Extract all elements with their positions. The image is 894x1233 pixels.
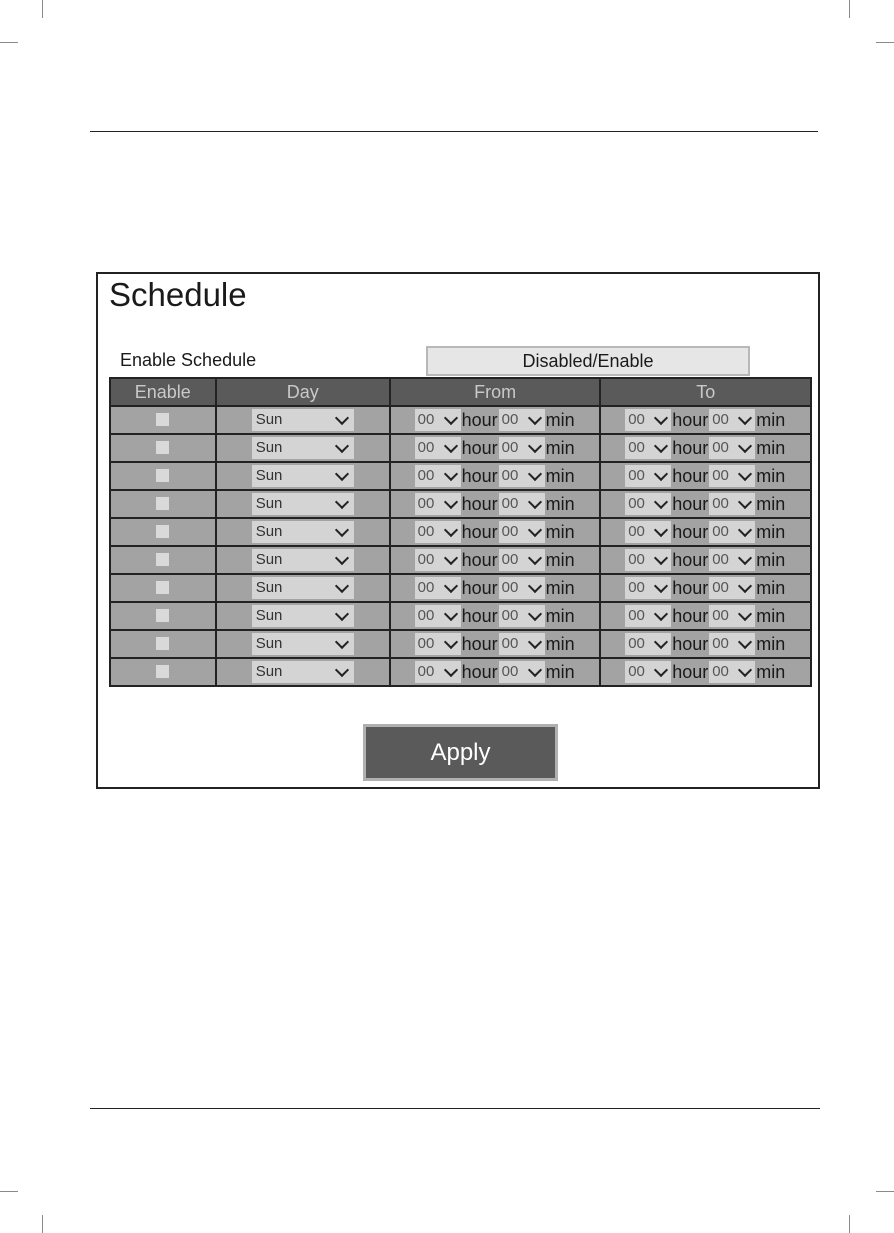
enable-cell: [110, 630, 216, 658]
from-cell: [390, 658, 601, 686]
table-row: [110, 630, 811, 658]
from-cell: [390, 462, 601, 490]
day-select[interactable]: [252, 633, 354, 655]
day-cell: [216, 602, 390, 630]
from-hour-value: 00: [417, 607, 435, 624]
day-cell: [216, 462, 390, 490]
table-row: [110, 406, 811, 434]
from-hour-value: 00: [417, 495, 435, 512]
from-hour-value: 00: [417, 439, 435, 456]
from-hour-value: 00: [417, 467, 435, 484]
column-header-enable: Enable: [110, 378, 216, 406]
enable-checkbox[interactable]: [156, 581, 169, 594]
from-min-value: 00: [501, 635, 519, 652]
chevron-down-icon: [738, 523, 752, 537]
chevron-down-icon: [444, 551, 458, 565]
to-hour-select[interactable]: [625, 465, 671, 487]
chevron-down-icon: [654, 439, 668, 453]
from-cell: [390, 490, 601, 518]
enable-cell: [110, 406, 216, 434]
day-select[interactable]: [252, 549, 354, 571]
day-cell: [216, 574, 390, 602]
crop-mark: [0, 42, 18, 43]
schedule-table: [109, 377, 812, 687]
crop-mark: [849, 0, 850, 18]
from-min-value: 00: [501, 663, 519, 680]
min-unit-label: min: [545, 465, 575, 486]
chevron-down-icon: [444, 467, 458, 481]
from-min-select[interactable]: [499, 521, 545, 543]
from-hour-value: 00: [417, 635, 435, 652]
min-unit-label: min: [756, 549, 786, 570]
footer-rule: [90, 1108, 820, 1109]
min-unit-label: min: [545, 549, 575, 570]
from-min-select[interactable]: [499, 633, 545, 655]
to-hour-select[interactable]: [625, 605, 671, 627]
min-unit-label: min: [545, 633, 575, 654]
to-hour-select[interactable]: [625, 661, 671, 683]
day-select[interactable]: [252, 465, 354, 487]
day-value: Sun: [255, 579, 283, 596]
to-cell: [600, 602, 811, 630]
chevron-down-icon: [335, 663, 349, 677]
enable-checkbox[interactable]: [156, 441, 169, 454]
from-hour-select[interactable]: [415, 521, 461, 543]
chevron-down-icon: [444, 579, 458, 593]
chevron-down-icon: [528, 411, 542, 425]
from-hour-select[interactable]: [415, 577, 461, 599]
chevron-down-icon: [738, 467, 752, 481]
chevron-down-icon: [444, 523, 458, 537]
day-select[interactable]: [252, 493, 354, 515]
to-hour-value: 00: [628, 411, 645, 428]
min-unit-label: min: [756, 633, 786, 654]
hour-unit-label: hour: [672, 409, 709, 430]
from-cell: [390, 630, 601, 658]
crop-mark: [42, 1215, 43, 1233]
to-hour-value: 00: [628, 635, 645, 652]
to-min-value: 00: [712, 663, 729, 680]
min-unit-label: min: [545, 437, 575, 458]
hour-unit-label: hour: [461, 493, 498, 514]
table-row: [110, 574, 811, 602]
enable-checkbox[interactable]: [156, 497, 169, 510]
day-cell: [216, 658, 390, 686]
crop-mark: [42, 0, 43, 18]
day-cell: [216, 406, 390, 434]
hour-unit-label: hour: [672, 605, 709, 626]
to-min-value: 00: [712, 411, 729, 428]
chevron-down-icon: [528, 635, 542, 649]
min-unit-label: min: [545, 661, 575, 682]
crop-mark: [876, 1191, 894, 1192]
to-hour-value: 00: [628, 579, 645, 596]
hour-unit-label: hour: [461, 465, 498, 486]
to-hour-select[interactable]: [625, 437, 671, 459]
day-cell: [216, 546, 390, 574]
table-row: [110, 462, 811, 490]
to-min-value: 00: [712, 607, 729, 624]
from-hour-select[interactable]: [415, 605, 461, 627]
day-value: Sun: [255, 495, 283, 512]
to-min-select[interactable]: [709, 465, 755, 487]
table-header-row: [110, 378, 811, 406]
enable-checkbox[interactable]: [156, 413, 169, 426]
min-unit-label: min: [756, 605, 786, 626]
hour-unit-label: hour: [672, 465, 709, 486]
enable-cell: [110, 602, 216, 630]
hour-unit-label: hour: [672, 437, 709, 458]
to-hour-select[interactable]: [625, 577, 671, 599]
table-row: [110, 490, 811, 518]
table-row: [110, 518, 811, 546]
min-unit-label: min: [545, 493, 575, 514]
from-min-select[interactable]: [499, 465, 545, 487]
chevron-down-icon: [738, 495, 752, 509]
to-hour-value: 00: [628, 495, 645, 512]
chevron-down-icon: [528, 495, 542, 509]
chevron-down-icon: [335, 635, 349, 649]
to-min-value: 00: [712, 523, 729, 540]
chevron-down-icon: [654, 551, 668, 565]
chevron-down-icon: [528, 579, 542, 593]
from-hour-select[interactable]: [415, 549, 461, 571]
from-cell: [390, 602, 601, 630]
to-min-value: 00: [712, 635, 729, 652]
day-value: Sun: [255, 467, 283, 484]
from-min-value: 00: [501, 523, 519, 540]
to-cell: [600, 630, 811, 658]
from-min-select[interactable]: [499, 437, 545, 459]
to-cell: [600, 658, 811, 686]
to-min-select[interactable]: [709, 521, 755, 543]
chevron-down-icon: [738, 439, 752, 453]
chevron-down-icon: [528, 551, 542, 565]
hour-unit-label: hour: [461, 633, 498, 654]
column-header-day: Day: [216, 378, 390, 406]
to-hour-select[interactable]: [625, 493, 671, 515]
chevron-down-icon: [654, 607, 668, 621]
chevron-down-icon: [654, 635, 668, 649]
min-unit-label: min: [756, 661, 786, 682]
chevron-down-icon: [528, 439, 542, 453]
from-cell: [390, 406, 601, 434]
to-hour-select[interactable]: [625, 409, 671, 431]
chevron-down-icon: [654, 495, 668, 509]
chevron-down-icon: [335, 467, 349, 481]
chevron-down-icon: [444, 607, 458, 621]
enable-cell: [110, 546, 216, 574]
min-unit-label: min: [756, 409, 786, 430]
to-min-select[interactable]: [709, 437, 755, 459]
hour-unit-label: hour: [461, 549, 498, 570]
min-unit-label: min: [756, 521, 786, 542]
hour-unit-label: hour: [672, 577, 709, 598]
to-min-value: 00: [712, 579, 729, 596]
from-min-select[interactable]: [499, 549, 545, 571]
from-min-select[interactable]: [499, 605, 545, 627]
enable-cell: [110, 462, 216, 490]
day-select[interactable]: [252, 409, 354, 431]
to-cell: [600, 406, 811, 434]
day-select[interactable]: [252, 437, 354, 459]
min-unit-label: min: [756, 465, 786, 486]
to-hour-value: 00: [628, 467, 645, 484]
apply-button[interactable]: Apply: [363, 724, 558, 781]
min-unit-label: min: [756, 437, 786, 458]
day-cell: [216, 518, 390, 546]
min-unit-label: min: [756, 577, 786, 598]
to-hour-value: 00: [628, 439, 645, 456]
schedule-panel: [96, 272, 820, 789]
from-min-select[interactable]: [499, 409, 545, 431]
hour-unit-label: hour: [672, 493, 709, 514]
enable-checkbox[interactable]: [156, 525, 169, 538]
enable-cell: [110, 658, 216, 686]
chevron-down-icon: [335, 495, 349, 509]
to-hour-select[interactable]: [625, 549, 671, 571]
from-min-value: 00: [501, 579, 519, 596]
min-unit-label: min: [545, 409, 575, 430]
hour-unit-label: hour: [461, 605, 498, 626]
crop-mark: [849, 1215, 850, 1233]
chevron-down-icon: [738, 607, 752, 621]
page-title: Schedule: [109, 276, 247, 313]
day-value: Sun: [255, 635, 283, 652]
from-hour-value: 00: [417, 411, 435, 428]
chevron-down-icon: [528, 523, 542, 537]
from-min-select[interactable]: [499, 493, 545, 515]
chevron-down-icon: [444, 663, 458, 677]
chevron-down-icon: [444, 439, 458, 453]
from-hour-select[interactable]: [415, 493, 461, 515]
to-min-select[interactable]: [709, 661, 755, 683]
chevron-down-icon: [335, 411, 349, 425]
column-header-to: To: [600, 378, 811, 406]
day-select[interactable]: [252, 577, 354, 599]
chevron-down-icon: [444, 635, 458, 649]
chevron-down-icon: [738, 663, 752, 677]
to-hour-value: 00: [628, 663, 645, 680]
from-hour-select[interactable]: [415, 633, 461, 655]
enable-checkbox[interactable]: [156, 637, 169, 650]
crop-mark: [876, 42, 894, 43]
from-cell: [390, 518, 601, 546]
to-hour-select[interactable]: [625, 521, 671, 543]
from-min-value: 00: [501, 607, 519, 624]
chevron-down-icon: [654, 467, 668, 481]
from-cell: [390, 574, 601, 602]
hour-unit-label: hour: [672, 633, 709, 654]
min-unit-label: min: [545, 605, 575, 626]
to-cell: [600, 490, 811, 518]
chevron-down-icon: [528, 467, 542, 481]
hour-unit-label: hour: [672, 521, 709, 542]
from-cell: [390, 434, 601, 462]
day-cell: [216, 630, 390, 658]
table-row: [110, 546, 811, 574]
chevron-down-icon: [335, 551, 349, 565]
from-min-select[interactable]: [499, 661, 545, 683]
to-min-select[interactable]: [709, 577, 755, 599]
enable-schedule-toggle[interactable]: Disabled/Enable: [426, 346, 750, 376]
from-min-value: 00: [501, 439, 519, 456]
to-cell: [600, 518, 811, 546]
min-unit-label: min: [545, 521, 575, 542]
to-min-value: 00: [712, 439, 729, 456]
from-min-value: 00: [501, 467, 519, 484]
chevron-down-icon: [654, 579, 668, 593]
to-hour-value: 00: [628, 551, 645, 568]
enable-checkbox[interactable]: [156, 609, 169, 622]
enable-cell: [110, 574, 216, 602]
hour-unit-label: hour: [461, 521, 498, 542]
to-cell: [600, 546, 811, 574]
to-min-select[interactable]: [709, 605, 755, 627]
chevron-down-icon: [444, 411, 458, 425]
crop-mark: [0, 1191, 18, 1192]
day-value: Sun: [255, 523, 283, 540]
hour-unit-label: hour: [461, 577, 498, 598]
to-cell: [600, 574, 811, 602]
from-hour-select[interactable]: [415, 409, 461, 431]
from-min-value: 00: [501, 495, 519, 512]
chevron-down-icon: [335, 523, 349, 537]
enable-cell: [110, 518, 216, 546]
chevron-down-icon: [738, 551, 752, 565]
from-cell: [390, 546, 601, 574]
chevron-down-icon: [444, 495, 458, 509]
from-min-value: 00: [501, 551, 519, 568]
day-value: Sun: [255, 411, 283, 428]
chevron-down-icon: [738, 579, 752, 593]
min-unit-label: min: [756, 493, 786, 514]
hour-unit-label: hour: [672, 661, 709, 682]
day-value: Sun: [255, 663, 283, 680]
chevron-down-icon: [528, 663, 542, 677]
chevron-down-icon: [654, 663, 668, 677]
from-min-value: 00: [501, 411, 519, 428]
enable-cell: [110, 490, 216, 518]
chevron-down-icon: [738, 635, 752, 649]
from-hour-select[interactable]: [415, 437, 461, 459]
to-cell: [600, 462, 811, 490]
enable-cell: [110, 434, 216, 462]
to-cell: [600, 434, 811, 462]
column-header-from: From: [390, 378, 601, 406]
to-min-value: 00: [712, 495, 729, 512]
to-hour-value: 00: [628, 607, 645, 624]
from-hour-select[interactable]: [415, 661, 461, 683]
from-hour-value: 00: [417, 523, 435, 540]
from-hour-value: 00: [417, 551, 435, 568]
to-min-select[interactable]: [709, 633, 755, 655]
chevron-down-icon: [654, 411, 668, 425]
enable-checkbox[interactable]: [156, 665, 169, 678]
hour-unit-label: hour: [461, 409, 498, 430]
day-select[interactable]: [252, 521, 354, 543]
chevron-down-icon: [654, 523, 668, 537]
day-cell: [216, 434, 390, 462]
chevron-down-icon: [528, 607, 542, 621]
table-row: [110, 602, 811, 630]
to-min-select[interactable]: [709, 549, 755, 571]
to-min-value: 00: [712, 551, 729, 568]
chevron-down-icon: [335, 579, 349, 593]
from-hour-value: 00: [417, 663, 435, 680]
from-hour-value: 00: [417, 579, 435, 596]
min-unit-label: min: [545, 577, 575, 598]
to-min-select[interactable]: [709, 409, 755, 431]
day-select[interactable]: [252, 605, 354, 627]
to-hour-value: 00: [628, 523, 645, 540]
day-value: Sun: [255, 439, 283, 456]
enable-schedule-label: Enable Schedule: [120, 350, 257, 370]
to-min-value: 00: [712, 467, 729, 484]
day-cell: [216, 490, 390, 518]
to-hour-select[interactable]: [625, 633, 671, 655]
day-value: Sun: [255, 551, 283, 568]
hour-unit-label: hour: [461, 661, 498, 682]
chevron-down-icon: [335, 439, 349, 453]
hour-unit-label: hour: [672, 549, 709, 570]
enable-checkbox[interactable]: [156, 553, 169, 566]
table-row: [110, 434, 811, 462]
hour-unit-label: hour: [461, 437, 498, 458]
day-select[interactable]: [252, 661, 354, 683]
from-min-select[interactable]: [499, 577, 545, 599]
enable-checkbox[interactable]: [156, 469, 169, 482]
chevron-down-icon: [738, 411, 752, 425]
from-hour-select[interactable]: [415, 465, 461, 487]
table-row: [110, 658, 811, 686]
day-value: Sun: [255, 607, 283, 624]
to-min-select[interactable]: [709, 493, 755, 515]
chevron-down-icon: [335, 607, 349, 621]
header-rule: [90, 131, 818, 132]
